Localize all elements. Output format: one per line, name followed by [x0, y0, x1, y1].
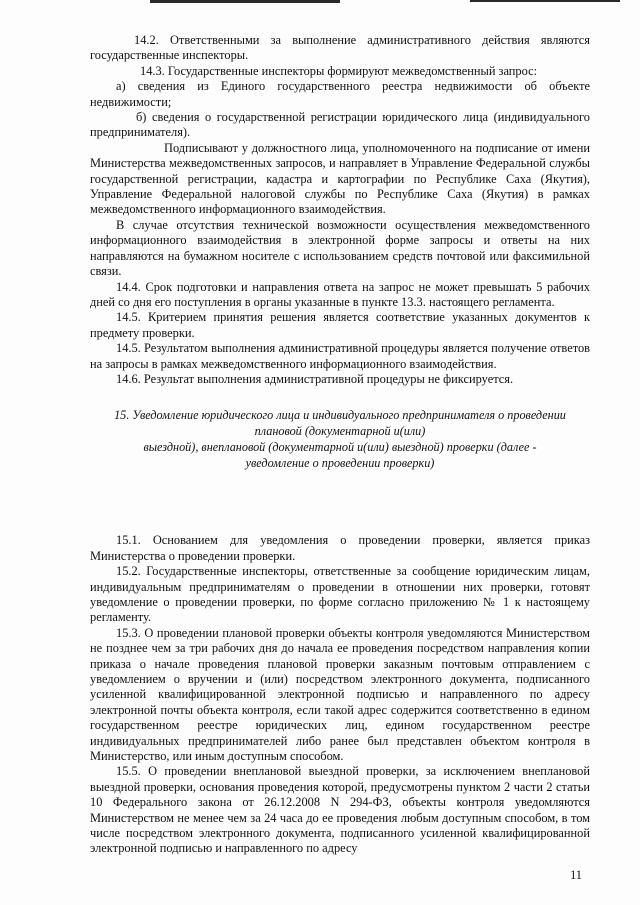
- section-15-title: [90, 407, 590, 471]
- paragraph-14-2: 14.2. Ответственными за выполнение административного действия являются государственные инспекторы.: [90, 33, 590, 63]
- paragraph-14-6: 14.6. Результат выполнения административной процедуры не фиксируется.: [116, 371, 514, 386]
- section-title-line-3: выездной), внеплановой (документарной и(или) выездной) проверки (далее -: [143, 440, 537, 455]
- paragraph-14-3: 14.3. Государственные инспекторы формируют межведомственный запрос:: [140, 63, 538, 78]
- page-number: 11: [570, 868, 582, 882]
- section-title-line-2: плановой (документарной и(или): [254, 424, 426, 439]
- paragraph-14-3-a: а) сведения из Единого государственного реестра недвижимости об объекте недвижимости;: [90, 79, 590, 109]
- scan-edge-left: [150, 0, 340, 3]
- section-title-line-1: 15. Уведомление юридического лица и индивидуального предпринимателя о проведении: [114, 408, 566, 423]
- document-body: [90, 33, 590, 857]
- paragraph-14-3-b: б) сведения о государственной регистрации юридического лица (индивидуального предпринимателя).: [90, 110, 590, 140]
- paragraph-15-5: 15.5. О проведении внеплановой выездной проверки, за исключением внеплановой выездной проверки, основания проведения которой, предусмотрены пунктом 2 части 2 статьи 10 Федерального закона от 26.12.2008 N 294-ФЗ, объекты контроля уведомляются Министерством не менее чем за 24 часа до ее проведения любым доступным способом, в том числе посредством электронного документа, подписанного усиленной квалифицированной электронной подписью и направленного по адресу: [90, 764, 590, 856]
- paragraph-15-1: 15.1. Основанием для уведомления о проведении проверки, является приказ Министерства о проведении проверки.: [90, 533, 590, 563]
- paragraph-14-5-criterion: 14.5. Критерием принятия решения является соответствие указанных документов к предмету проверки.: [90, 310, 590, 340]
- paragraph-15-3: 15.3. О проведении плановой проверки объекты контроля уведомляются Министерством не позднее чем за три рабочих дня до начала ее проведения посредством направления копии приказа о начале проведения плановой проверки заказным почтовым отправлением с уведомлением о вручении и (или) посредством электронного документа, подписанного усиленной квалифицированной электронной подписью и направленного по адресу электронной почты объекта контроля, если такой адрес содержится соответственно в едином государственном реестре юридических лиц, едином государственном реестре индивидуальных предпринимателей либо ранее был представлен объектом контроля в Министерство, или иным доступным способом.: [90, 625, 590, 764]
- paragraph-14-3-c: Подписывают у должностного лица, уполномоченного на подписание от имени Министерства межведомственных запросов, и направляет в Управление Федеральной службы государственной регистрации, кадастра и картографии по Республике Саха (Якутия), Управление Федеральной налоговой службы по Республике Саха (Якутия) в рамках межведомственного информационного взаимодействия.: [90, 140, 590, 217]
- section-title-line-4: уведомление о проведении проверки): [245, 456, 435, 471]
- paragraph-14-3-d: В случае отсутствия технической возможности осуществления межведомственного информационного взаимодействия в электронной форме запросы и ответы на них направляются на бумажном носителе с использованием средств почтовой или факсимильной связи.: [90, 217, 590, 279]
- scan-edge-right: [470, 0, 620, 2]
- paragraph-14-4: 14.4. Срок подготовки и направления ответа на запрос не может превышать 5 рабочих дней со дня его поступления в органы указанные в пункте 13.3. настоящего регламента.: [90, 279, 590, 309]
- paragraph-14-5-result: 14.5. Результатом выполнения административной процедуры является получение ответов на запросы в рамках межведомственного информационного взаимодействия.: [90, 341, 590, 371]
- paragraph-15-2: 15.2. Государственные инспекторы, ответственные за сообщение юридическим лицам, индивидуальным предпринимателям о проведении в отношении них проверки, готовят уведомление о проведении проверки, по форме согласно приложению № 1 к настоящему регламенту.: [90, 564, 590, 625]
